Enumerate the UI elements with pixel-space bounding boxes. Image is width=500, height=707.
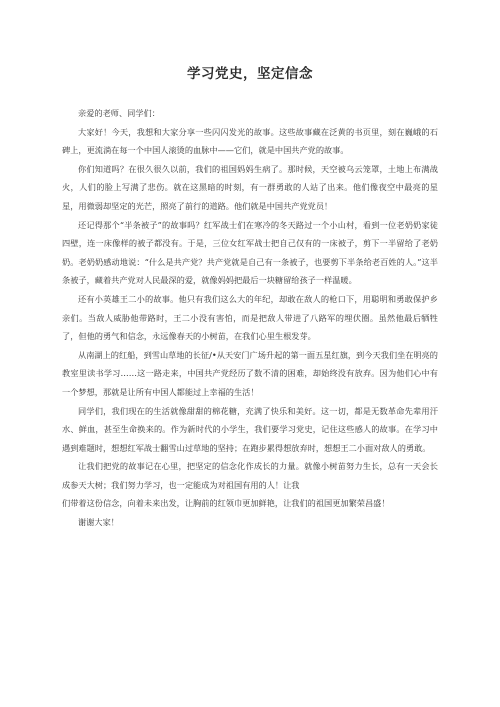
paragraph-7-continuation: 们带着这份信念，向着未来出发，让胸前的红领巾更加鲜艳，让我们的祖国更加繁荣昌盛！ [62,498,390,509]
closing-line: 谢谢大家！ [78,517,119,528]
greeting-line: 亲爱的老师、同学们： [78,108,160,118]
paragraph-6: 同学们，我们现在的生活就像甜甜的棉花糖，充满了快乐和美好。这一切，都是无数革命先辈用汗水、鲜血，甚至生命换来的。作为新时代的小学生，我们要学习党史，记住这些感人的故事。在学习中遇到难题时，想想红军战士翻雪山过草地的坚持；在跑步累得想放弃时，想想王二小面对敌人的勇敢。 [62,405,438,453]
paragraph-7: 让我们把党的故事记在心里，把坚定的信念化作成长的力量。就像小树苗努力生长，总有一天会长成参天大树；我们努力学习，也一定能成为对祖国有用的人！让我 [62,461,438,490]
paragraph-2: 你们知道吗？在很久很久以前，我们的祖国妈妈生病了。那时候，天空被乌云笼罩，土地上布满战火，人们的脸上写满了悲伤。就在这黑暗的时刻，有一群勇敢的人站了出来。他们像夜空中最亮的星星，用微弱却坚定的光芒，照亮了前行的道路。他们就是中国共产党党员！ [62,163,438,211]
paragraph-4: 还有小英雄王二小的故事。他只有我们这么大的年纪，却敢在敌人的枪口下，用聪明和勇敢保护乡亲们。当敌人威胁他带路时，王二小没有害怕，而是把敌人带进了八路军的埋伏圈。虽然他最后牺牲了，但他的勇气和信念，永远像春天的小树苗，在我们心里生根发芽。 [62,293,438,342]
paragraph-5: 从南湖上的红船，到雪山草地的长征/•从天安门广场升起的第一面五星红旗，到今天我们坐在明亮的教室里读书学习……这一路走来，中国共产党经历了数不清的困难，却始终没有放弃。因为他们心中有一个梦想，那就是让所有中国人都能过上幸福的生活！ [62,349,438,397]
paragraph-1: 大家好！今天，我想和大家分享一些闪闪发光的故事。这些故事藏在泛黄的书页里，刻在巍峨的石碑上，更流淌在每一个中国人滚烫的血脉中——它们，就是中国共产党的故事。 [62,126,438,156]
document-title: 学习党史，坚定信念 [187,66,313,82]
paragraph-3: 还记得那个“半条被子”的故事吗？红军战士们在寒冷的冬天路过一个小山村，看到一位老奶奶家徒四壁，连一床像样的被子都没有。于是，三位女红军战士把自己仅有的一床被子，剪下一半留给了老奶奶。老奶奶感动地说：“什么是共产党？共产党就是自己有一条被子，也要剪下半条给老百姓的人。”这半条被子，藏着共产党对人民最深的爱，就像妈妈把最后一块糖留给孩子一样温暖。 [62,219,438,286]
